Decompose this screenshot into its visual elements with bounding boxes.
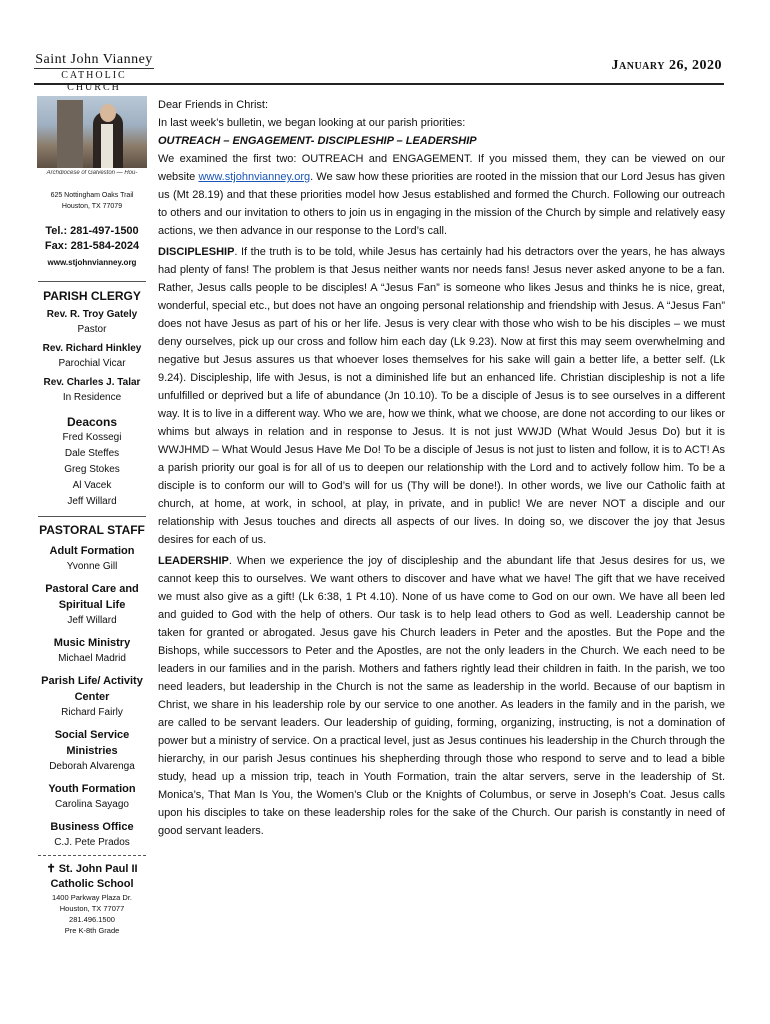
school-address-line: 1400 Parkway Plaza Dr. xyxy=(51,893,133,902)
ministry-contact: Jeff Willard xyxy=(67,615,117,626)
ministry-title: Pastoral Care and Spiritual Life xyxy=(45,583,139,611)
school-address-line: Houston, TX 77077 xyxy=(59,904,125,913)
ministry-title: Youth Formation xyxy=(48,783,136,795)
ministry-contact: Michael Madrid xyxy=(58,653,126,664)
deacon-name: Dale Steffes xyxy=(64,448,120,459)
sidebar xyxy=(34,96,150,936)
church-logo xyxy=(34,52,154,95)
address-line-1: 625 Nottingham Oaks Trail xyxy=(50,192,134,199)
clergy-name: Rev. Charles J. Talar xyxy=(43,377,141,388)
church-photo xyxy=(37,96,147,168)
ministry-title: Social Service Ministries xyxy=(54,729,130,757)
clergy-role: Pastor xyxy=(77,324,107,335)
logo-line-2: CATHOLIC CHURCH xyxy=(34,68,154,94)
greeting: Dear Friends in Christ: xyxy=(158,99,269,111)
deacons-heading: Deacons xyxy=(66,415,118,429)
website-link[interactable]: www.stjohnvianney.org xyxy=(198,171,311,183)
address xyxy=(34,190,150,212)
ministry-title: Parish Life/ Activity Center xyxy=(41,675,143,703)
ministry-contact: C.J. Pete Prados xyxy=(54,837,130,848)
school-name xyxy=(34,862,150,892)
telephone: Tel.: 281-497-1500 xyxy=(45,225,139,237)
ministry-contact: Carolina Sayago xyxy=(55,799,129,810)
ministry-title: Business Office xyxy=(50,821,134,833)
school-grades: Pre K-8th Grade xyxy=(64,926,120,935)
ministry-title: Adult Formation xyxy=(49,545,135,557)
school-title: St. John Paul II Catholic School xyxy=(50,863,138,890)
leadership-paragraph: LEADERSHIP. When we experience the joy of discipleship and the abundant life that Jesus desires for us, we cannot keep this to ourselves. We want others to discover and have what we have! The gift that we have received we must also give as a gift! (Lk 6:38, 1 Pt 4.10). None of us have come to God on our own. We have all been led and guided to God with the help of others. Our task is to help lead others to God as well. Leadership cannot be taken for granted or abrogated. Jesus gave his Church leaders in Peter and the apostles. But the Pope and the Bishops, while successors to Peter and the Apostles, are not the only leaders in the Church. We each need to be leaders in our families and in the parish. Mothers and fathers rightly lead their children in faith. In the parish, we too need leaders, but leadership in the Church is not the same as leadership in the world. Because of our baptism in Christ, we share in his leadership role by our service to one another. As leaders in the family and in the parish, we are called to be servant leaders. Our leadership of guiding, forming, organizing, instructing, is not a domination of power but a ministry of service. On a practical level, just as Jesus continues his leadership in the Church through the hierarchy, in our parish Jesus continues his shepherding through those who respond to serve and to lead a bible study, head up a mission trip, teach in Youth Formation, train the altar servers, serve in the leadership of St. Monica’s, That Man Is You, the Women’s Club or the Knights of Columbus, or serve in Joseph’s Coat. Jesus calls upon his disciples to take on these leadership roles for the sake of the Church. Our parish is constantly in need of good servant leaders. xyxy=(158,555,725,837)
outreach-paragraph: We examined the first two: OUTREACH and ENGAGEMENT. If you missed them, they can be viewed on our website www.stjohnvianney.org. We saw how these priorities are rooted in the mission that our Lord Jesus has given us (Mt 28.19) and that these priorities model how Jesus established and formed the Church. Following our outreach to others and our invitation to others to join us in engaging in the mission of the Church by simple and relatively easy actions, we then advance in our response to the Lord’s call. xyxy=(158,153,726,237)
phone-numbers xyxy=(34,224,150,254)
ministry-contact: Deborah Alvarenga xyxy=(49,761,135,772)
fax: Fax: 281-584-2024 xyxy=(44,240,140,252)
divider xyxy=(38,855,146,856)
deacon-name: Greg Stokes xyxy=(64,464,120,475)
header-rule xyxy=(34,83,724,85)
discipleship-paragraph: DISCIPLESHIP. If the truth is to be told, while Jesus has certainly had his detractors over the years, he has always had plenty of fans! The problem is that Jesus neither wants nor needs fans! Jesus never asked anyone to be a fan. Rather, Jesus calls people to be disciples! A “Jesus Fan” is someone who likes Jesus and thinks he is nice, great, wonderful, special etc., but does not have an ongoing personal relationship and friendship with Jesus. A “Jesus Fan” does not have Jesus as part of his or her life. Jesus is very clear with those who wish to be his disciples – we must deny ourselves, pick up our cross and follow him each day (Lk 9.23). Now at first this may seem overwhelming and negative but Jesus assures us that whoever loses themselves for his sake will gain a better life, a better self. (Lk 9.24). Discipleship, life with Jesus, is not a diminished life but an enhanced life. Christian discipleship is not a life unfulfilled or deprived but a life of abundance (Jn 10.10). To be a disciple of Jesus is to see ourselves in a different way. It is to live in a different way. Who we are, how we think, what we choose, are done not according to our likes or whims but always in relation and in response to Jesus. It is not just WWJD (What Would Jesus Do) but it is WWJHMD – What Would Jesus Have Me Do! To be a disciple of Jesus is not just to listen and follow, it is to ACT! As a parish priority our goal is for all of us to deepen our relationship with the Lord and to actively follow him. To be a disciple is to conform our will to God’s will for us (Thy will be done!). In other words, we live our Catholic faith at church, at home, at work, in school, at play, in private, and in public! We are never NOT a disciple and our relationship with Jesus touches and directs all aspects of our lives. In doing so, we discover the joy that Jesus desires for each of us. xyxy=(158,246,725,546)
cross-icon: ✝ xyxy=(46,863,56,875)
archdiocese-caption: Archdiocese of Galveston — Hou- xyxy=(46,170,138,176)
deacon-name: Al Vacek xyxy=(72,480,112,491)
priorities-heading: OUTREACH – ENGAGEMENT- DISCIPLESHIP – LEADERSHIP xyxy=(158,135,477,147)
clergy-name: Rev. R. Troy Gately xyxy=(46,309,138,320)
address-line-2: Houston, TX 77079 xyxy=(61,203,123,210)
bulletin-date: January 26, 2020 xyxy=(611,58,722,73)
deacon-name: Fred Kossegi xyxy=(62,432,122,443)
school-phone: 281.496.1500 xyxy=(69,915,115,924)
logo-line-1: Saint John Vianney xyxy=(35,52,153,67)
clergy-role: In Residence xyxy=(62,392,122,403)
deacon-name: Jeff Willard xyxy=(67,496,117,507)
divider xyxy=(38,281,146,282)
clergy-name: Rev. Richard Hinkley xyxy=(42,343,142,354)
intro: In last week’s bulletin, we began looking at our parish priorities: xyxy=(158,117,466,129)
website-link[interactable]: www.stjohnvianney.org xyxy=(47,258,137,267)
ministry-contact: Richard Fairly xyxy=(61,707,123,718)
clergy-role: Parochial Vicar xyxy=(58,358,126,369)
leadership-lead: LEADERSHIP xyxy=(158,555,229,567)
ministry-title: Music Ministry xyxy=(53,637,131,649)
letter-body xyxy=(158,96,725,840)
ministry-contact: Yvonne Gill xyxy=(66,561,118,572)
clergy-heading: PARISH CLERGY xyxy=(43,289,141,303)
pastoral-staff-heading: PASTORAL STAFF xyxy=(39,523,145,537)
divider xyxy=(38,516,146,517)
discipleship-lead: DISCIPLESHIP xyxy=(158,246,235,258)
